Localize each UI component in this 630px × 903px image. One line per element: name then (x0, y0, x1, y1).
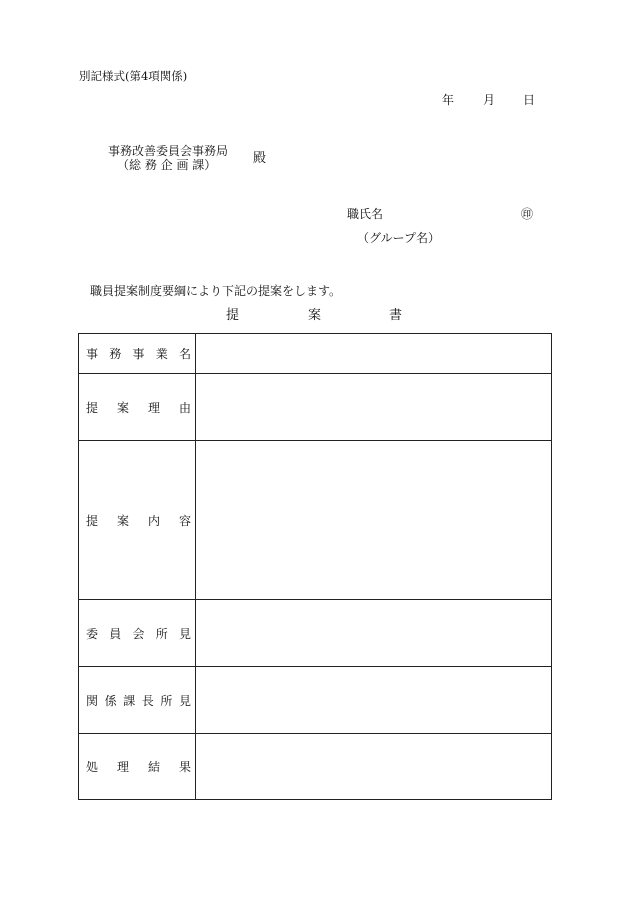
date-month-label: 月 (483, 93, 496, 107)
field-proposal-content[interactable] (196, 441, 552, 600)
intro-text: 職員提案制度要綱により下記の提案をします。 (90, 284, 342, 298)
field-committee-opinion[interactable] (196, 600, 552, 667)
date-day-label: 日 (523, 93, 536, 107)
row-label-committee-opinion: 委 員 会 所 見 (79, 600, 196, 667)
submitter-name-label: 職氏名 (347, 207, 384, 221)
submitter-group-label: （グループ名） (357, 231, 441, 245)
table-row-project-name (79, 334, 552, 374)
table-row-proposal-reason (79, 374, 552, 441)
form-identifier: 別記様式(第4項関係) (79, 69, 188, 83)
document-title-char-3: 書 (389, 308, 403, 323)
document-title-char-1: 提 (226, 308, 240, 323)
table-row-section-chief-opinion (79, 667, 552, 734)
addressee-office: 事務改善委員会事務局 (108, 144, 229, 158)
row-label-proposal-reason: 提 案 理 由 (79, 374, 196, 441)
table-row-committee-opinion (79, 600, 552, 667)
seal-mark: ㊞ (521, 207, 534, 221)
row-label-section-chief-opinion: 関 係 課 長 所 見 (79, 667, 196, 734)
field-project-name[interactable] (196, 334, 552, 374)
field-processing-result[interactable] (196, 734, 552, 800)
document-title-char-2: 案 (308, 308, 322, 323)
row-label-proposal-content: 提 案 内 容 (79, 441, 196, 600)
field-proposal-reason[interactable] (196, 374, 552, 441)
row-label-processing-result: 処 理 結 果 (79, 734, 196, 800)
table-row-proposal-content (79, 441, 552, 600)
date-year-label: 年 (442, 93, 455, 107)
addressee-honorific: 殿 (253, 151, 267, 166)
addressee-department: （総 務 企 画 課） (117, 158, 217, 172)
table-row-processing-result (79, 734, 552, 800)
field-section-chief-opinion[interactable] (196, 667, 552, 734)
proposal-form-table (78, 333, 552, 800)
row-label-project-name: 事 務 事 業 名 (79, 334, 196, 374)
